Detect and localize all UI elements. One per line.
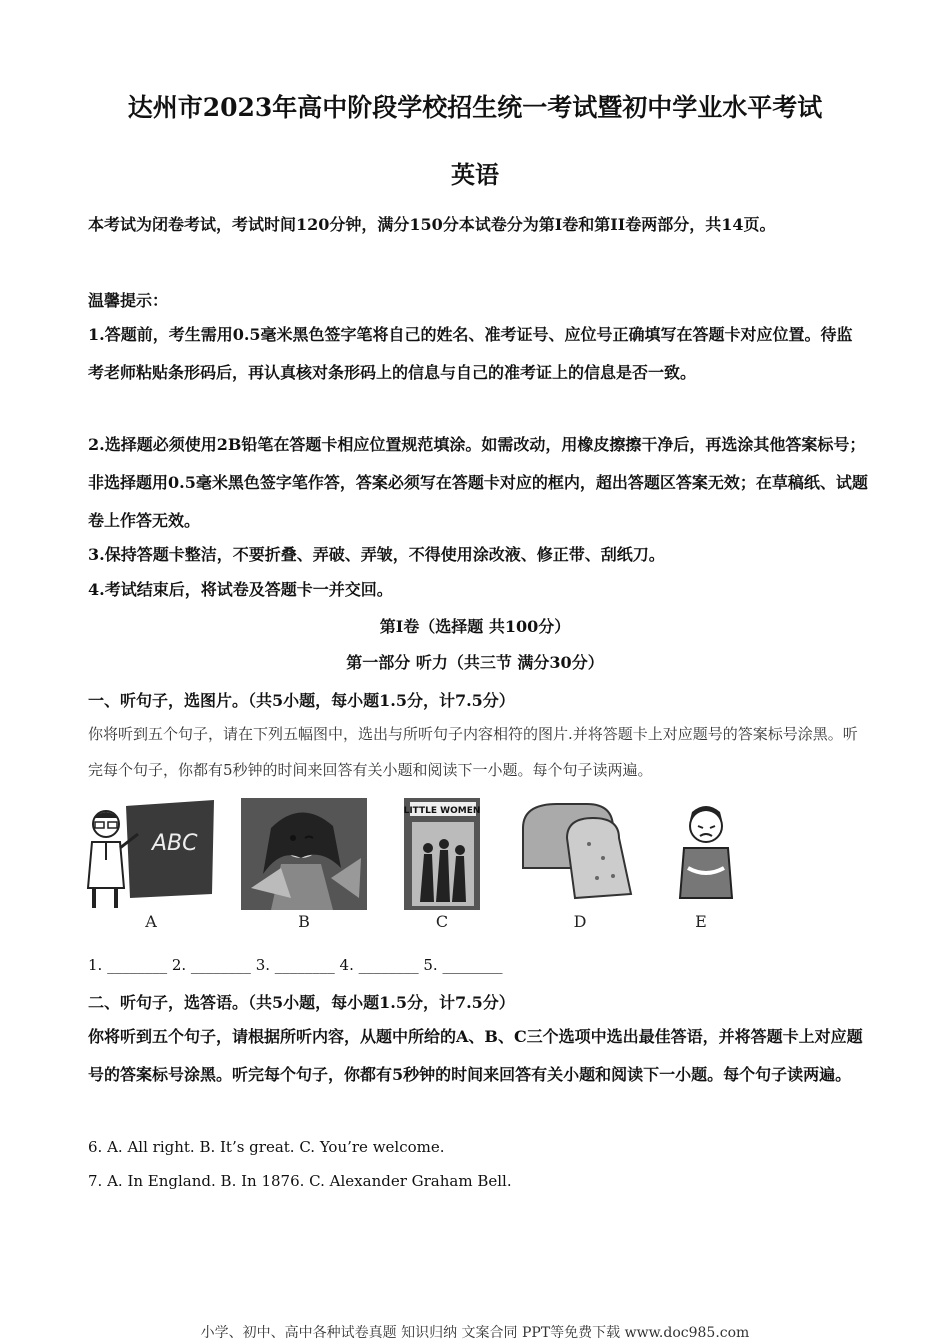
tip-item-1: 1.答题前，考生需用0.5毫米黑色签字笔将自己的姓名、准考证号、应位号正确填写在答题卡对应位置。待监考老师粘贴条形码后，再认真核对条形码上的信息与自己的准考证上的信息是否一致。 [88,325,853,382]
book-cover-icon [404,798,480,910]
section2-instructions: 你将听到五个句子，请根据所听内容，从题中所给的A、B、C三个选项中选出最佳答语，并将答题卡上对应题号的答案标号涂黑。听完每个句子，你都有5秒钟的时间来回答有关小题和阅读下一小题。每个句子读两遍。 [88,1027,863,1084]
book-title: LITTLE WOMEN [404,806,480,816]
board-text: ABC [152,831,198,856]
answer-blanks: 1. ________ 2. ________ 3. ________ 4. ________ 5. ________ [88,956,503,974]
exam-intro: 本考试为闭卷考试，考试时间120分钟，满分150分本试卷分为第I卷和第II卷两部分，共14页。 [88,215,776,234]
section1-heading: 一、听句子，选图片。（共5小题，每小题1.5分，计7.5分） [88,691,515,710]
tip-item-2: 2.选择题必须使用2B铅笔在答题卡相应位置规范填涂。如需改动，用橡皮擦擦干净后，再选涂其他答案标号；非选择题用0.5毫米黑色签字笔作答，答案必须写在答题卡对应的框内，超出答题区答案无效；在草稿纸、试题卷上作答无效。 [88,435,868,530]
exam-title: 达州市2023年高中阶段学校招生统一考试暨初中学业水平考试 [127,93,823,122]
picture-b [241,798,367,910]
picture-a-label: A [145,912,157,931]
sick-boy-icon [668,798,742,910]
tip-item-4: 4.考试结束后，将试卷及答题卡一并交回。 [88,580,393,599]
volume-title: 第I卷（选择题 共100分） [379,617,571,636]
picture-c-label: C [435,912,449,931]
anime-girl-icon [241,798,367,910]
picture-a [86,798,216,910]
picture-b-label: B [298,912,310,931]
picture-d-label: D [573,912,587,931]
section2-heading: 二、听句子，选答语。（共5小题，每小题1.5分，计7.5分） [88,993,515,1012]
picture-e [668,798,742,910]
part-title: 第一部分 听力（共三节 满分30分） [346,653,604,672]
page-footer: 小学、初中、高中各种试卷真题 知识归纳 文案合同 PPT等免费下载 www.doc985.com [200,1325,750,1341]
section1-instructions: 你将听到五个句子，请在下列五幅图中，选出与所听句子内容相符的图片.并将答题卡上对应题号的答案标号涂黑。听完每个句子，你都有5秒钟的时间来回答有关小题和阅读下一小题。每个句子读两遍。 [88,725,858,779]
teacher-blackboard-icon [86,798,216,910]
picture-d [517,798,635,910]
tips-heading: 温馨提示： [88,291,169,310]
picture-c [404,798,480,910]
question-7: 7. A. In England. B. In 1876. C. Alexander Graham Bell. [88,1172,512,1190]
bread-loaf-icon [517,798,635,910]
question-6: 6. A. All right. B. It’s great. C. You’re welcome. [88,1138,445,1156]
picture-e-label: E [695,912,707,931]
subject-title: 英语 [451,160,499,189]
tip-item-3: 3.保持答题卡整洁，不要折叠、弄破、弄皱，不得使用涂改液、修正带、刮纸刀。 [88,545,665,564]
